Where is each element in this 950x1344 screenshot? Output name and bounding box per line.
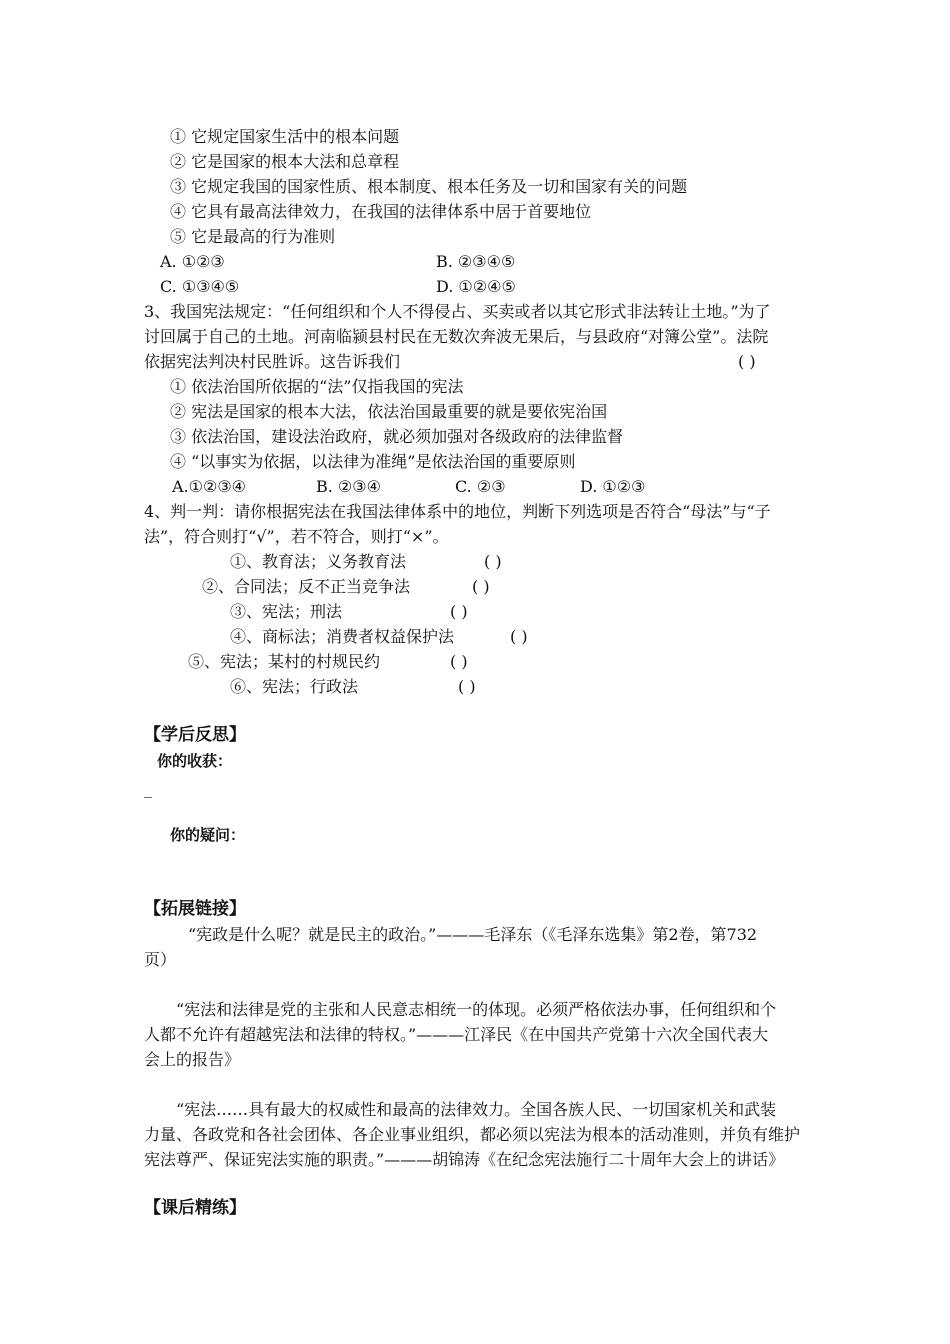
q4-item-5: ⑤、宪法；某村的村规民约 [188, 652, 381, 671]
q4-stem-line-2: 法”，符合则打“√”，若不符合，则打“×”。 [144, 527, 449, 546]
q4-item-1: ①、教育法；义务教育法 [230, 552, 407, 571]
q3-option-3: ③ 依法治国，建设法治政府，就必须加强对各级政府的法律监督 [170, 427, 624, 446]
quote-jiang-line-2: 人都不允许有超越宪法和法律的特权。”———江泽民《在中国共产党第十六次全国代表大 [144, 1025, 769, 1044]
q4-item-6-mark: ( ) [458, 677, 476, 696]
quote-hu-line-2: 力量、各政党和各社会团体、各企业事业组织，都必须以宪法为根本的活动准则，并负有维护 [144, 1125, 801, 1144]
q3-choice-b: B. ②③④ [316, 477, 381, 496]
quote-hu-line-3: 宪法尊严、保证宪法实施的职责。”———胡锦涛《在纪念宪法施行二十周年大会上的讲话》 [144, 1150, 785, 1169]
quote-jiang-line-3: 会上的报告》 [144, 1050, 241, 1069]
q3-choice-d: D. ①②③ [580, 477, 646, 496]
q2-option-3: ③ 它规定我国的国家性质、根本制度、根本任务及一切和国家有关的问题 [170, 177, 688, 196]
reflection-question-label: 你的疑问： [170, 826, 246, 844]
q4-stem-line-1: 4、判一判：请你根据宪法在我国法律体系中的地位，判断下列选项是否符合“母法”与“子 [144, 502, 771, 521]
q2-option-5: ⑤ 它是最高的行为准则 [170, 227, 336, 246]
q3-choice-c: C. ②③ [455, 477, 506, 496]
reflection-blank-line: _ [144, 779, 152, 798]
q2-choice-d: D. ①②④⑤ [436, 277, 516, 296]
q3-choice-a: A.①②③④ [172, 477, 247, 496]
extension-heading: 【拓展链接】 [144, 899, 246, 919]
q4-item-3: ③、宪法；刑法 [230, 602, 343, 621]
q3-option-1: ① 依法治国所依据的“法”仅指我国的宪法 [170, 377, 464, 396]
q4-item-2-mark: ( ) [472, 577, 490, 596]
q2-choice-c: C. ①③④⑤ [160, 277, 240, 296]
q4-item-4: ④、商标法；消费者权益保护法 [230, 627, 455, 646]
q3-option-4: ④ “以事实为依据，以法律为准绳”是依法治国的重要原则 [170, 452, 576, 471]
quote-jiang-line-1: “宪法和法律是党的主张和人民意志相统一的体现。必须严格依法办事，任何组织和个 [176, 1000, 777, 1019]
q4-item-4-mark: ( ) [510, 627, 528, 646]
q3-stem-line-2: 讨回属于自己的土地。河南临颍县村民在无数次奔波无果后，与县政府“对簿公堂”。法院 [144, 327, 769, 346]
q2-option-4: ④ 它具有最高法律效力，在我国的法律体系中居于首要地位 [170, 202, 592, 221]
q4-item-3-mark: ( ) [450, 602, 468, 621]
q2-option-2: ② 它是国家的根本大法和总章程 [170, 152, 400, 171]
exercise-heading: 【课后精练】 [144, 1198, 246, 1218]
q3-stem-line-1: 3、我国宪法规定：“任何组织和个人不得侵占、买卖或者以其它形式非法转让土地。”为了 [144, 302, 771, 321]
reflection-heading: 【学后反思】 [144, 725, 246, 745]
q2-choice-a: A. ①②③ [160, 252, 225, 271]
q4-item-1-mark: ( ) [484, 552, 502, 571]
quote-mao-line-2: 页） [144, 950, 177, 969]
q4-item-5-mark: ( ) [450, 652, 468, 671]
q2-choice-b: B. ②③④⑤ [436, 252, 516, 271]
q2-option-1: ① 它规定国家生活中的根本问题 [170, 127, 400, 146]
q4-item-2: ②、合同法；反不正当竞争法 [202, 577, 411, 596]
quote-hu-line-1: “宪法……具有最大的权威性和最高的法律效力。全国各族人民、一切国家机关和武装 [176, 1100, 777, 1119]
quote-mao-line-1: “宪政是什么呢？就是民主的政治。”———毛泽东（《毛泽东选集》第2卷，第732 [188, 925, 758, 944]
q3-option-2: ② 宪法是国家的根本大法，依法治国最重要的就是要依宪治国 [170, 402, 608, 421]
q3-answer-bracket: ( ) [738, 352, 756, 371]
q4-item-6: ⑥、宪法；行政法 [230, 677, 359, 696]
q3-stem-line-3: 依据宪法判决村民胜诉。这告诉我们 [144, 352, 401, 371]
reflection-gain-label: 你的收获： [157, 752, 233, 770]
